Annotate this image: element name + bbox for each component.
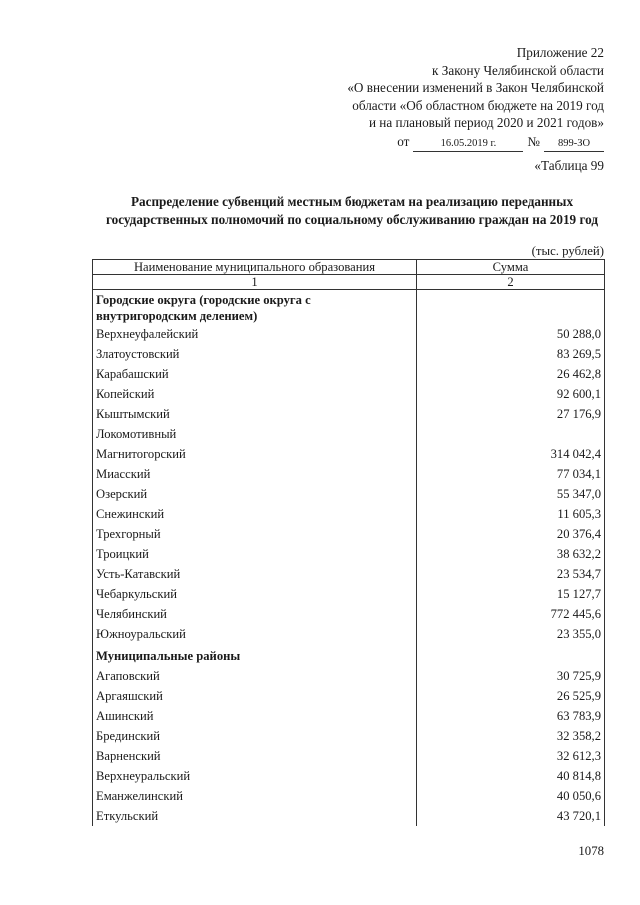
- law-title-line-2: области «Об областном бюджете на 2019 год: [352, 97, 604, 113]
- table-row: [93, 544, 605, 564]
- table-row: [93, 424, 605, 444]
- column-header-sum: Сумма: [417, 260, 605, 275]
- municipality-name: Троицкий: [93, 544, 417, 564]
- table-row: [93, 384, 605, 404]
- appendix-header: [244, 44, 604, 152]
- law-reference: к Закону Челябинской области: [432, 62, 604, 78]
- table-row: [93, 564, 605, 584]
- law-title-line-1: «О внесении изменений в Закон Челябинской: [347, 80, 604, 96]
- municipality-name: Миасский: [93, 464, 417, 484]
- municipality-name: Карабашский: [93, 364, 417, 384]
- document-title: Распределение субвенций местным бюджетам на реализацию переданных государственных полномочий по социальному обслуживанию граждан на 2019 год: [105, 194, 598, 227]
- law-date: 16.05.2019 г.: [413, 137, 523, 152]
- table-row: [93, 604, 605, 624]
- group-title: Городские округа (городские округа с внутригородским делением): [93, 290, 417, 325]
- table-row: [93, 504, 605, 524]
- subsidy-amount: 43 720,1: [417, 806, 605, 826]
- municipality-name: Златоустовский: [93, 344, 417, 364]
- subsidy-amount: 32 612,3: [417, 746, 605, 766]
- municipality-name: Варненский: [93, 746, 417, 766]
- subsidy-amount: 772 445,6: [417, 604, 605, 624]
- subsidy-amount: 26 525,9: [417, 686, 605, 706]
- table-row: [93, 666, 605, 686]
- subsidy-amount: 11 605,3: [417, 504, 605, 524]
- subsidy-amount: 40 814,8: [417, 766, 605, 786]
- municipality-name: Еманжелинский: [93, 786, 417, 806]
- table-header-row: [93, 260, 605, 275]
- table-row: [93, 484, 605, 504]
- municipality-name: Озерский: [93, 484, 417, 504]
- municipality-name: Магнитогорский: [93, 444, 417, 464]
- table-row: [93, 726, 605, 746]
- table-row: [93, 344, 605, 364]
- municipality-name: Ашинский: [93, 706, 417, 726]
- table-row: [93, 404, 605, 424]
- table-index-row: [93, 275, 605, 290]
- subsidy-amount: 30 725,9: [417, 666, 605, 686]
- table-row: [93, 324, 605, 344]
- municipality-name: Еткульский: [93, 806, 417, 826]
- table-row: [93, 766, 605, 786]
- number-prefix: №: [527, 133, 540, 149]
- page-number: 1078: [578, 844, 604, 858]
- table-row: [93, 464, 605, 484]
- municipality-name: Кыштымский: [93, 404, 417, 424]
- group-sum-cell: [417, 644, 605, 666]
- subsidy-amount: 23 355,0: [417, 624, 605, 644]
- subsidy-amount: 15 127,7: [417, 584, 605, 604]
- table-body: [93, 290, 605, 827]
- table-row: [93, 624, 605, 644]
- group-sum-cell: [417, 290, 605, 325]
- group-header-row: [93, 644, 605, 666]
- municipality-name: Южноуральский: [93, 624, 417, 644]
- law-number: 899-ЗО: [544, 137, 604, 152]
- table-row: [93, 584, 605, 604]
- subsidy-amount: 50 288,0: [417, 324, 605, 344]
- municipality-name: Чебаркульский: [93, 584, 417, 604]
- municipality-name: Агаповский: [93, 666, 417, 686]
- group-header-row: [93, 290, 605, 325]
- subsidy-amount: 27 176,9: [417, 404, 605, 424]
- table-row: [93, 806, 605, 826]
- municipality-name: Копейский: [93, 384, 417, 404]
- municipality-name: Трехгорный: [93, 524, 417, 544]
- municipality-name: Челябинский: [93, 604, 417, 624]
- municipality-name: Верхнеуфалейский: [93, 324, 417, 344]
- units-label: (тыс. рублей): [531, 244, 604, 258]
- municipality-name: Локомотивный: [93, 424, 417, 444]
- law-title-line-3: и на плановый период 2020 и 2021 годов»: [368, 115, 604, 131]
- subsidy-amount: 314 042,4: [417, 444, 605, 464]
- table-row: [93, 444, 605, 464]
- subsidy-amount: 38 632,2: [417, 544, 605, 564]
- column-index-sum: 2: [417, 275, 605, 290]
- subsidy-amount: 20 376,4: [417, 524, 605, 544]
- law-date-number: [244, 133, 604, 152]
- subsidy-amount: 63 783,9: [417, 706, 605, 726]
- table-row: [93, 746, 605, 766]
- date-prefix: от: [397, 133, 410, 149]
- table-row: [93, 524, 605, 544]
- subsidy-amount: [417, 424, 605, 444]
- table-label: «Таблица 99: [534, 158, 604, 173]
- appendix-number: Приложение 22: [516, 45, 604, 60]
- municipality-name: Верхнеуральский: [93, 766, 417, 786]
- subsidy-table: [92, 259, 605, 826]
- subsidy-amount: 40 050,6: [417, 786, 605, 806]
- subsidy-amount: 92 600,1: [417, 384, 605, 404]
- table-row: [93, 786, 605, 806]
- group-title: Муниципальные районы: [93, 644, 417, 666]
- table-row: [93, 706, 605, 726]
- subsidy-amount: 55 347,0: [417, 484, 605, 504]
- column-index-name: 1: [93, 275, 417, 290]
- column-header-name: Наименование муниципального образования: [93, 260, 417, 275]
- subsidy-amount: 23 534,7: [417, 564, 605, 584]
- table-row: [93, 686, 605, 706]
- table-row: [93, 364, 605, 384]
- subsidy-amount: 77 034,1: [417, 464, 605, 484]
- subsidy-amount: 83 269,5: [417, 344, 605, 364]
- subsidy-amount: 26 462,8: [417, 364, 605, 384]
- municipality-name: Брединский: [93, 726, 417, 746]
- municipality-name: Снежинский: [93, 504, 417, 524]
- municipality-name: Усть-Катавский: [93, 564, 417, 584]
- municipality-name: Аргаяшский: [93, 686, 417, 706]
- subsidy-amount: 32 358,2: [417, 726, 605, 746]
